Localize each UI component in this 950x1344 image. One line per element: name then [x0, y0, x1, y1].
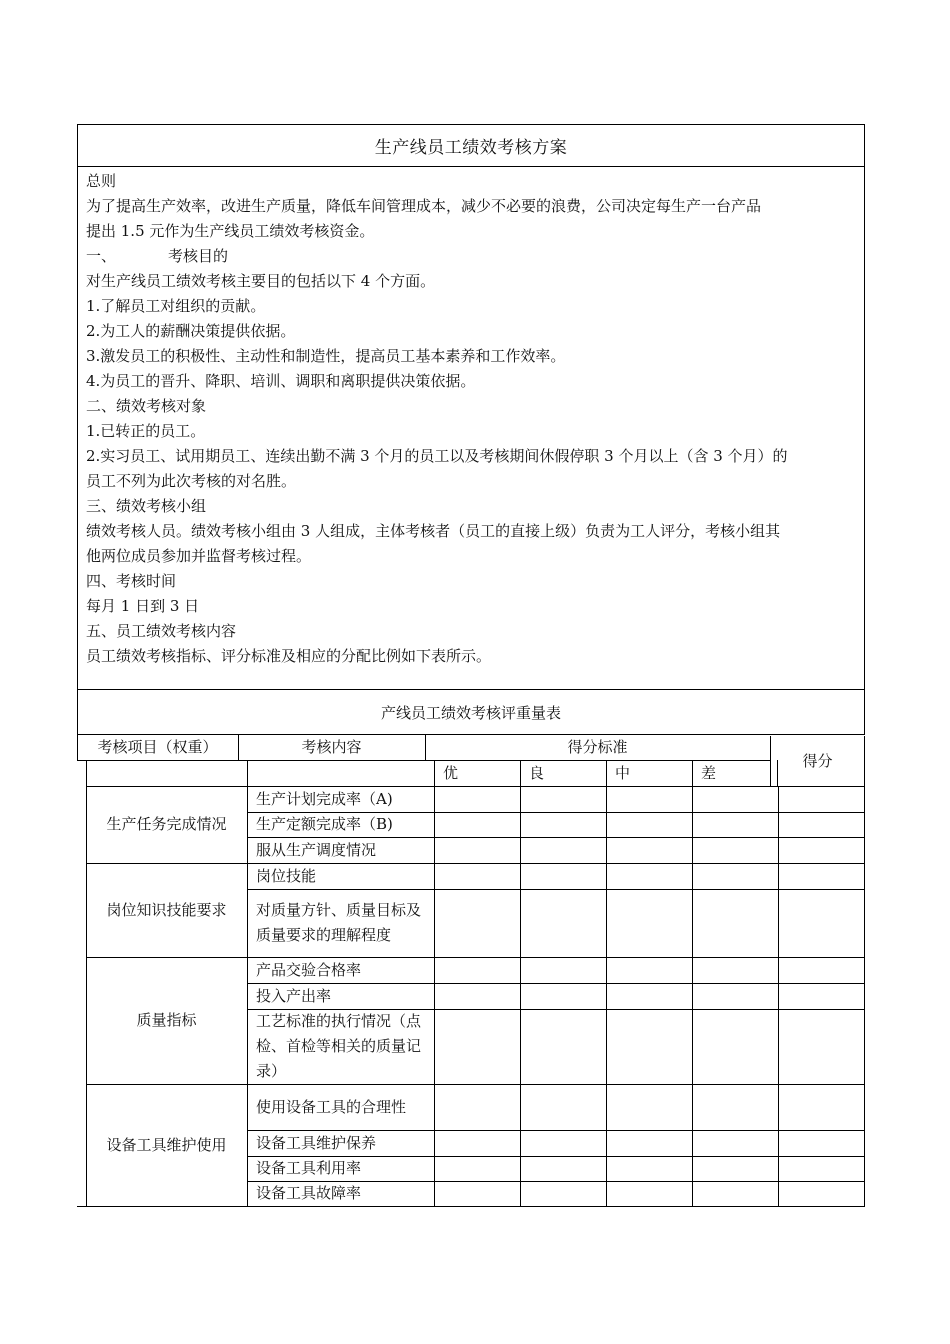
- header-content: 考核内容: [301, 738, 362, 756]
- group-name: 生产任务完成情况: [106, 815, 227, 833]
- body-line: 2.为工人的薪酬决策提供依据。: [86, 322, 296, 340]
- column-divider: [778, 786, 779, 1207]
- body-line: 2.实习员工、试用期员工、连续出勤不满 3 个月的员工以及考核期间休假停职 3 个月以上（含 3 个月）的: [86, 447, 788, 465]
- section-heading-2: 二、绩效考核对象: [86, 397, 207, 415]
- body-line: 提出 1.5 元作为生产线员工绩效考核资金。: [86, 222, 375, 240]
- body-line: 员工不列为此次考核的对名胜。: [86, 472, 297, 490]
- body-line: 1.已转正的员工。: [86, 422, 206, 440]
- section-label: 考核目的: [168, 247, 229, 265]
- body-line: 1.了解员工对组织的贡献。: [86, 297, 266, 315]
- grade-poor: 差: [701, 764, 717, 782]
- grade-right-edge: [777, 760, 778, 786]
- grade-good: 良: [529, 764, 545, 782]
- header-item: 考核项目（权重）: [97, 738, 218, 756]
- content-item: 设备工具维护保养: [256, 1133, 377, 1152]
- content-item: 使用设备工具的合理性: [256, 1097, 407, 1116]
- content-item: 设备工具利用率: [256, 1159, 362, 1177]
- section-prefix: 一、: [86, 247, 117, 265]
- section-heading-4: 四、考核时间: [86, 572, 177, 590]
- body-line: 对生产线员工绩效考核主要目的包括以下 4 个方面。: [86, 272, 436, 290]
- group-name: 岗位知识技能要求: [106, 900, 227, 919]
- table-title: 产线员工绩效考核评重量表: [380, 704, 561, 722]
- section-heading-5: 五、员工绩效考核内容: [86, 622, 237, 640]
- group-name: 设备工具维护使用: [106, 1135, 227, 1154]
- table-right-edge: [864, 786, 865, 1207]
- section-heading-1: [86, 244, 858, 269]
- content-item: 生产定额完成率（B): [256, 815, 393, 833]
- body-line: 每月 1 日到 3 日: [86, 597, 200, 615]
- header-standard: 得分标准: [567, 738, 628, 756]
- table-bottom-edge: [77, 1206, 865, 1207]
- body-line: 总则: [86, 172, 117, 190]
- content-item: 工艺标准的执行情况（点检、首检等相关的质量记录）: [256, 1012, 422, 1080]
- content-item: 设备工具故障率: [256, 1184, 362, 1202]
- grade-excellent: 优: [443, 764, 459, 782]
- body-line: 绩效考核人员。绩效考核小组由 3 人组成，主体考核者（员工的直接上级）负责为工人评分，考核小组其: [86, 522, 781, 540]
- content-item: 对质量方针、质量目标及质量要求的理解程度: [256, 901, 422, 944]
- document-title: 生产线员工绩效考核方案: [374, 137, 568, 158]
- body-line: 员工绩效考核指标、评分标准及相应的分配比例如下表所示。: [86, 647, 492, 665]
- content-item: 产品交验合格率: [256, 960, 362, 979]
- header-score: 得分: [802, 752, 833, 770]
- document-body: [86, 169, 858, 669]
- section-heading-3: 三、绩效考核小组: [86, 497, 207, 515]
- grade-average: 中: [615, 764, 631, 782]
- title-divider: [77, 166, 865, 167]
- body-line: 4.为员工的晋升、降职、培训、调职和离职提供决策依据。: [86, 372, 476, 390]
- body-line: 他两位成员参加并监督考核过程。: [86, 547, 312, 565]
- content-item: 服从生产调度情况: [256, 840, 377, 859]
- content-item: 岗位技能: [256, 866, 317, 885]
- body-line: 为了提高生产效率，改进生产质量，降低车间管理成本，减少不必要的浪费，公司决定每生产一台产品: [86, 197, 762, 215]
- content-item: 投入产出率: [256, 986, 332, 1005]
- group-name: 质量指标: [136, 1011, 197, 1029]
- body-line: 3.激发员工的积极性、主动性和制造性，提高员工基本素养和工作效率。: [86, 347, 566, 365]
- content-item: 生产计划完成率（A): [256, 789, 393, 808]
